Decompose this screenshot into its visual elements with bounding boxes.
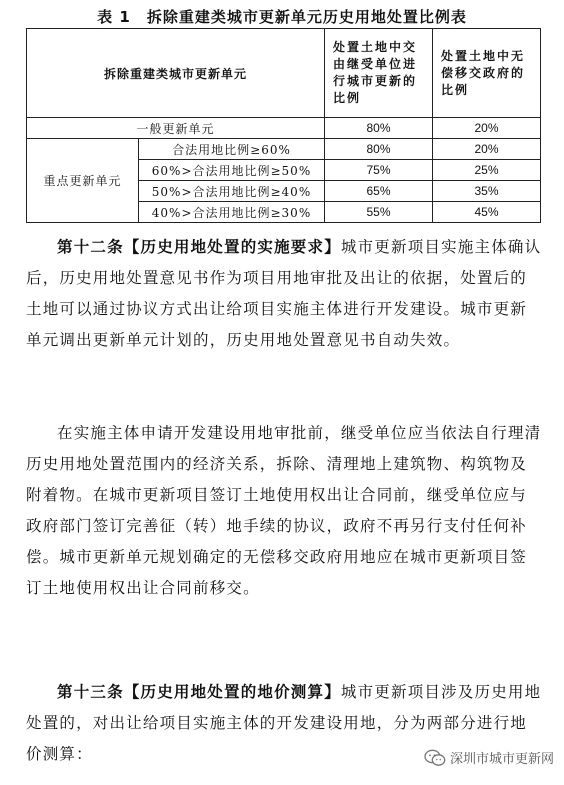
key-row-successor-value: 65%	[325, 181, 433, 202]
watermark-text: 深圳市城市更新网	[449, 752, 554, 767]
article-12-paragraph-2: 在实施主体申请开发建设用地审批前，继受单位应当依法自行理清历史用地处置范围内的经济关系，拆除、清理地上建筑物、构筑物及附着物。在城市更新项目签订土地使用权出让合同前，继受单位应与政府部门签订完善征（转）地手续的协议，政府不再另行支付任何补偿。城市更新单元规划确定的无偿移交政府用地应在城市更新项目签订土地使用权出让合同前移交。	[26, 424, 542, 597]
key-row-government-value: 35%	[433, 181, 541, 202]
key-row-label: 合法用地比例≥60%	[139, 139, 325, 160]
article-12-text-1: 城市更新项目实施主体确认后，历史用地处置意见书作为项目用地审批及出让的依据，处置后的土地可以通过协议方式出让给项目实施主体进行开发建设。城市更新单元调出更新单元计划的，历史用地处置意见书自动失效。	[26, 238, 542, 349]
key-row-successor-value: 75%	[325, 160, 433, 181]
general-unit-label: 一般更新单元	[27, 118, 325, 139]
wechat-icon	[424, 749, 446, 767]
key-row-label: 50%>合法用地比例≥40%	[139, 181, 325, 202]
key-row-government-value: 25%	[433, 160, 541, 181]
article-12-paragraph-1	[26, 232, 542, 356]
key-row-label: 40%>合法用地比例≥30%	[139, 202, 325, 223]
table-title: 表 1 拆除重建类城市更新单元历史用地处置比例表	[97, 8, 467, 26]
key-unit-label: 重点更新单元	[27, 139, 139, 223]
table-header-row	[27, 29, 541, 118]
article-13-text: 城市更新项目涉及历史用地处置的，对出让给项目实施主体的开发建设用地，分为两部分进行地价测算：	[26, 683, 542, 763]
general-successor-value: 80%	[325, 118, 433, 139]
general-government-value: 20%	[433, 118, 541, 139]
key-row-label: 60%>合法用地比例≥50%	[139, 160, 325, 181]
key-row-successor-value: 55%	[325, 202, 433, 223]
key-row-government-value: 45%	[433, 202, 541, 223]
header-unit-type: 拆除重建类城市更新单元	[27, 29, 325, 118]
table-row-general	[27, 118, 541, 139]
key-row-government-value: 20%	[433, 139, 541, 160]
disposal-ratio-table	[26, 28, 541, 223]
watermark	[424, 748, 554, 767]
article-13-heading: 第十三条【历史用地处置的地价测算】	[57, 683, 341, 701]
header-successor-ratio: 处置土地中交由继受单位进行城市更新的比例	[325, 29, 433, 118]
key-row-successor-value: 80%	[325, 139, 433, 160]
table-row	[27, 139, 541, 160]
header-government-ratio: 处置土地中无偿移交政府的比例	[433, 29, 541, 118]
article-12-heading: 第十二条【历史用地处置的实施要求】	[57, 238, 341, 256]
